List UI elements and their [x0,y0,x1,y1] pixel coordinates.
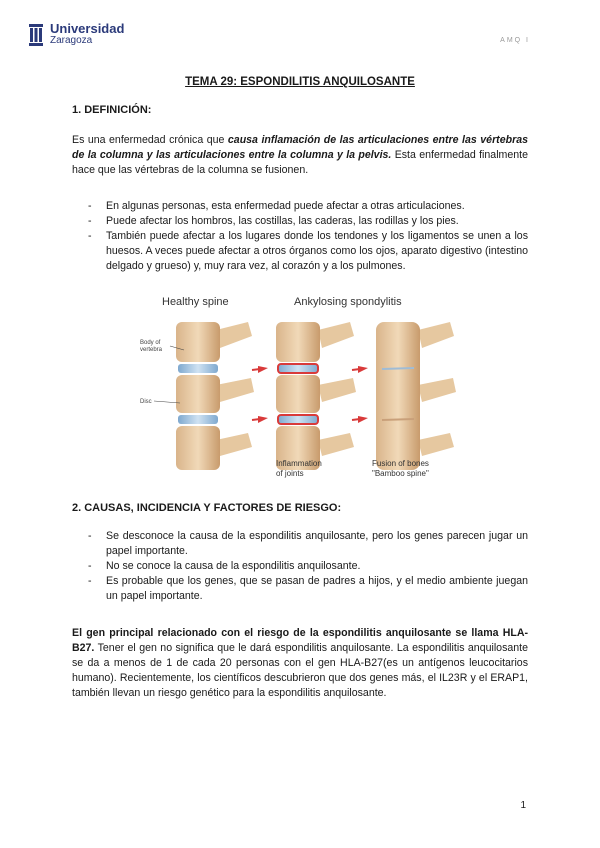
list-item: - Se desconoce la causa de la espondilitis anquilosante, pero los genes parecen jugar un papel importante. [88,529,528,559]
fusion-arrows [352,366,368,423]
label-inflammation-line2: of joints [276,469,304,478]
gene-text-emphasis: El gen principal relacionado con el riesgo de la espondilitis anquilosante se llama HLA-B27. [72,627,528,654]
list-item: - En algunas personas, esta enfermedad puede afectar a otras articulaciones. [88,199,528,214]
label-ankylosing-spondylitis: Ankylosing spondylitis [294,296,402,308]
label-fusion-of-bones [372,459,431,478]
healthy-spine-column [176,322,254,470]
label-body-of-vertebra: Body of vertebra [140,340,163,353]
label-inflammation-line: Inflammation [276,459,322,468]
gene-paragraph [72,626,528,701]
definition-bullet-list [88,199,528,274]
section2-heading: 2. CAUSAS, INCIDENCIA Y FACTORES DE RIESGO: [72,502,342,514]
list-item: - Puede afectar los hombros, las costillas, las caderas, las rodillas y los pies. [88,214,528,229]
label-healthy-spine: Healthy spine [162,296,229,308]
label-fusion-line1: Fusion of bones [372,459,429,468]
page-title: TEMA 29: ESPONDILITIS ANQUILOSANTE [185,76,415,88]
list-item: - También puede afectar a los lugares donde los tendones y los ligamentos se unen a los huesos. A veces puede afectar a otros órganos como los ojos, aparato digestivo (intestino delgado y grueso) y, muy rara vez, al corazón y a los pulmones. [88,229,528,274]
definition-text-end: Esta enfermedad finalmente hace que las vértebras de la columna se fusionen. [72,149,528,176]
list-item: - Es probable que los genes, que se pasan de padres a hijos, y el medio ambiente juegan un papel importante. [88,574,528,604]
inflammation-arrows [252,366,268,423]
spine-illustration [136,290,466,490]
gene-text-body: Tener el gen no significa que le dará espondilitis anquilosante. La espondilitis anquilosante se da a menos de 1 de cada 20 personas con el gen HLA-B27(es un antígenos leucocitarios humano). Recientemente, los científicos descubrieron que dos genes más, el IL23R y el ERAP1, también llevan un riesgo genético para la espondilitis anquilosante. [72,642,528,699]
label-disc: Disc [140,399,152,405]
causes-bullet-list [88,529,528,604]
definition-text-emphasis: causa inflamación de las articulaciones entre las vértebras de la columna y las articulaciones entre la columna y la pelvis. [72,134,528,161]
logo-line1: Universidad [50,21,125,36]
university-crest-icon [28,22,44,48]
spine-diagram [136,290,466,490]
definition-paragraph [72,133,528,178]
label-fusion-line2: "Bamboo spine" [372,469,429,478]
section1-heading: 1. DEFINICIÓN: [72,104,152,116]
definition-text-start: Es una enfermedad crónica que [72,134,228,146]
header-tag: AMQ I [500,37,530,44]
page-number: 1 [520,800,526,811]
fused-spine-column [376,322,456,470]
inflamed-spine-column [276,322,356,470]
university-logo [28,22,124,48]
logo-line2: Zaragoza [50,35,93,46]
list-item: - No se conoce la causa de la espondilitis anquilosante. [88,559,528,574]
